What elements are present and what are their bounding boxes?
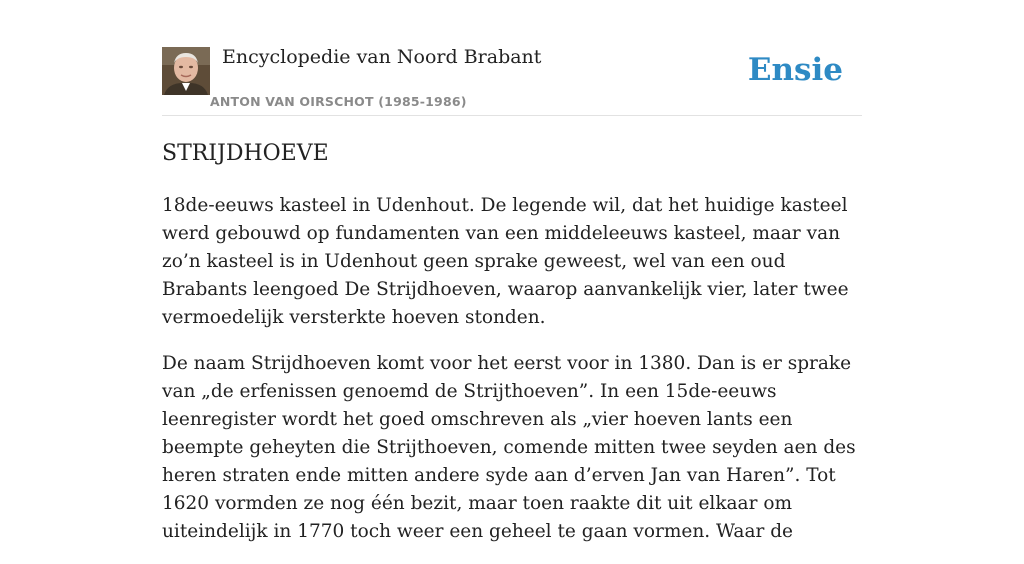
article <box>162 138 862 564</box>
author-avatar[interactable] <box>162 47 210 95</box>
ensie-logo[interactable]: Ensie <box>747 52 843 88</box>
author-portrait-icon <box>162 47 210 95</box>
author-name[interactable]: ANTON VAN OIRSCHOT (1985-1986) <box>210 94 467 109</box>
article-paragraph-1: 18de-eeuws kasteel in Udenhout. De legende wil, dat het huidige kasteel werd gebouwd op fundamenten van een middeleeuws kasteel, maar van zo’n kasteel is in Udenhout geen sprake geweest, wel van een oud Brabants leengoed De Strijdhoeven, waarop aanvankelijk vier, later twee vermoedelijk versterkte hoeven stonden. <box>162 195 849 328</box>
article-title: STRIJDHOEVE <box>162 141 329 166</box>
encyclopedia-title[interactable]: Encyclopedie van Noord Brabant <box>222 46 542 68</box>
header <box>162 44 862 116</box>
article-paragraph-2: De naam Strijdhoeven komt voor het eerst voor in 1380. Dan is er sprake van „de erfenissen genoemd de Strijthoeven”. In een 15de-eeuws leenregister wordt het goed omschreven als „vier hoeven lants een beempte geheyten die Strijthoeven, comende mitten twee seyden aen des heren straten ende mitten andere syde aan d’erven Jan van Haren”. Tot 1620 vormden ze nog één bezit, maar toen raakte dit uit elkaar om uiteindelijk in 1770 toch weer een geheel te gaan vormen. Waar de <box>162 353 856 542</box>
